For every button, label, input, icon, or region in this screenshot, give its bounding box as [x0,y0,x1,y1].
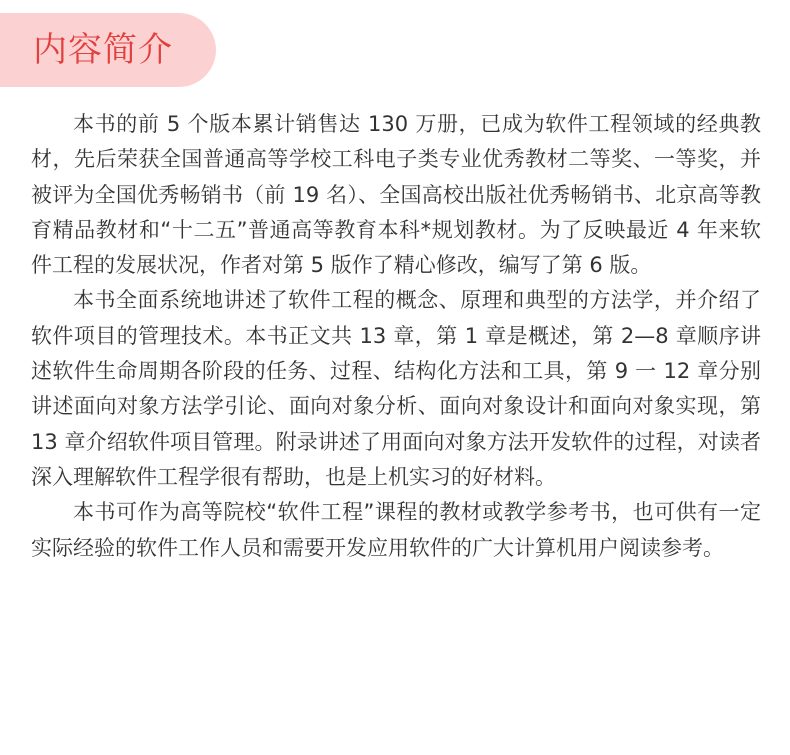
paragraph-contents: 本书全面系统地讲述了软件工程的概念、原理和典型的方法学，并介绍了软件项目的管理技术。本书正文共 13 章，第 1 章是概述，第 2—8 章顺序讲述软件生命周期各阶段的任务、过程、结构化方法和工具，第 9 一 12 章分别讲述面向对象方法学引论、面向对象分析、面向对象设计和面向对象实现，第 13 章介绍软件项目管理。附录讲述了用面向对象方法开发软件的过程，对读者深入理解软件工程学很有帮助，也是上机实习的好材料。 [31,288,761,489]
section-title: 内容简介 [33,30,173,70]
paragraph-audience: 本书可作为高等院校“软件工程”课程的教材或教学参考书，也可供有一定实际经验的软件工作人员和需要开发应用软件的广大计算机用户阅读参考。 [31,500,761,560]
description-body [31,107,761,566]
section-heading-tab [0,13,216,87]
paragraph-intro: 本书的前 5 个版本累计销售达 130 万册，已成为软件工程领域的经典教材，先后荣获全国普通高等学校工科电子类专业优秀教材二等奖、一等奖，并被评为全国优秀畅销书（前 19 名）、全国高校出版社优秀畅销书、北京高等教育精品教材和“十二五”普通高等教育本科*规划教材。为了反映最近 4 年来软件工程的发展状况，作者对第 5 版作了精心修改，编写了第 6 版。 [31,112,761,278]
